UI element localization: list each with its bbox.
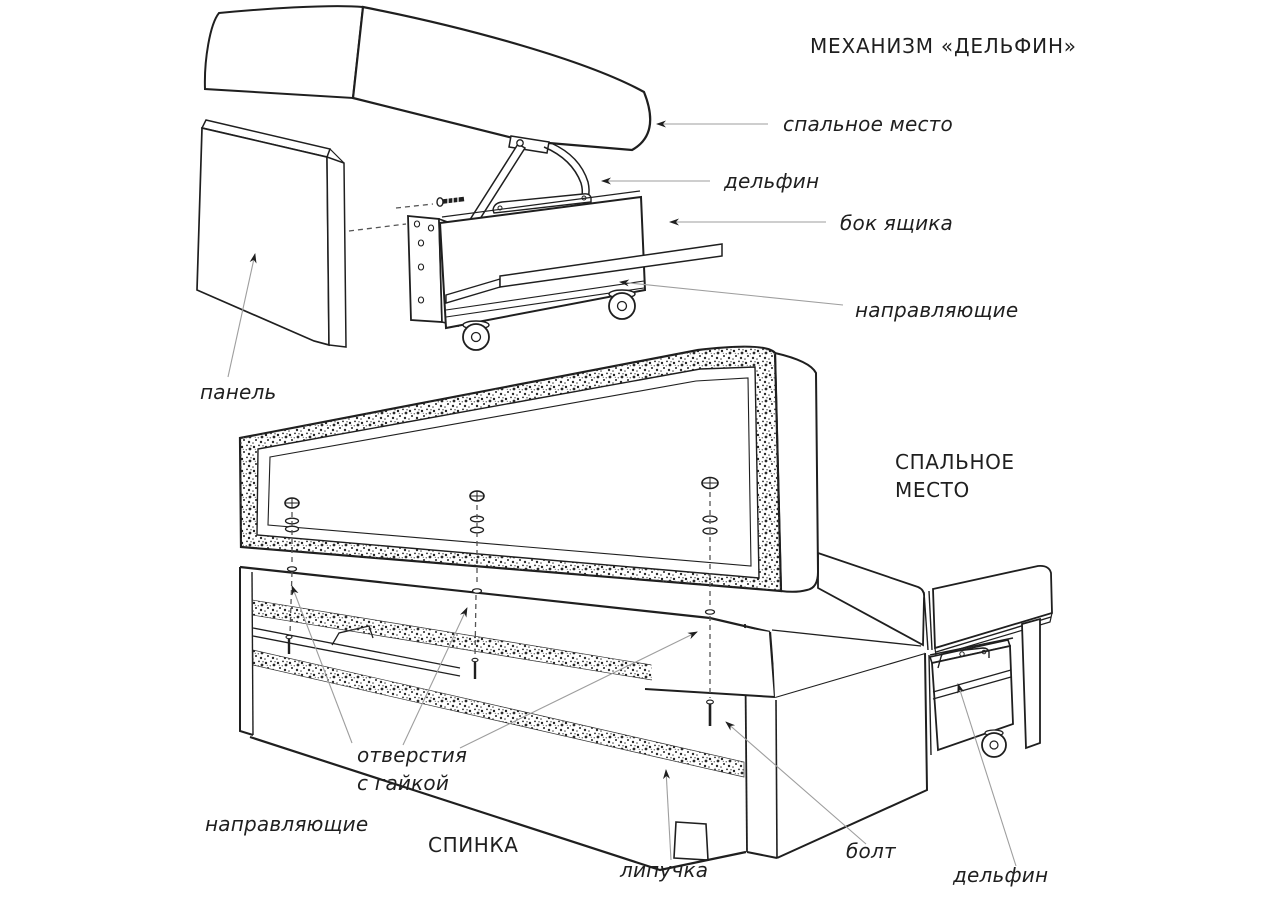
label-drawer-side: бок ящика [840,211,954,235]
label-back: СПИНКА [428,833,519,857]
label-holes-1: отверстия [357,743,468,767]
caster-wheel-left [463,321,489,350]
drawer-box [349,191,722,350]
drawer-caster [982,730,1006,757]
mattress [205,6,650,150]
frame-front [240,347,781,591]
label-sleeping-place-caps-2: МЕСТО [895,478,970,502]
label-rails-bottom: направляющие [205,812,369,836]
label-bolt: болт [846,839,896,863]
label-rails-top: направляющие [855,298,1019,322]
mechanism-closeup-illustration [197,6,722,350]
label-dolphin-bottom: дельфин [953,863,1049,887]
back-frame [240,347,818,592]
caster-wheel-right [609,290,635,319]
cushion-1 [818,553,924,645]
leader-rails-top [620,282,843,305]
nut-hole-3 [706,610,715,614]
panel-board [197,120,346,347]
nut-hole-2 [473,589,482,593]
frame-right-end [775,353,818,592]
label-dolphin-top: дельфин [724,169,820,193]
label-sleeping-place-caps-1: СПАЛЬНОЕ [895,450,1015,474]
label-sleeping-place: спальное место [783,112,953,136]
label-velcro: липучка [620,858,709,882]
label-holes-2: с гайкой [357,771,450,795]
label-panel: панель [200,380,277,404]
nut-hole-1 [288,567,297,571]
right-leg [1022,619,1040,748]
diagram-title: МЕХАНИЗМ «ДЕЛЬФИН» [810,34,1077,58]
rear-leg [674,822,708,860]
drawer [930,640,1013,757]
